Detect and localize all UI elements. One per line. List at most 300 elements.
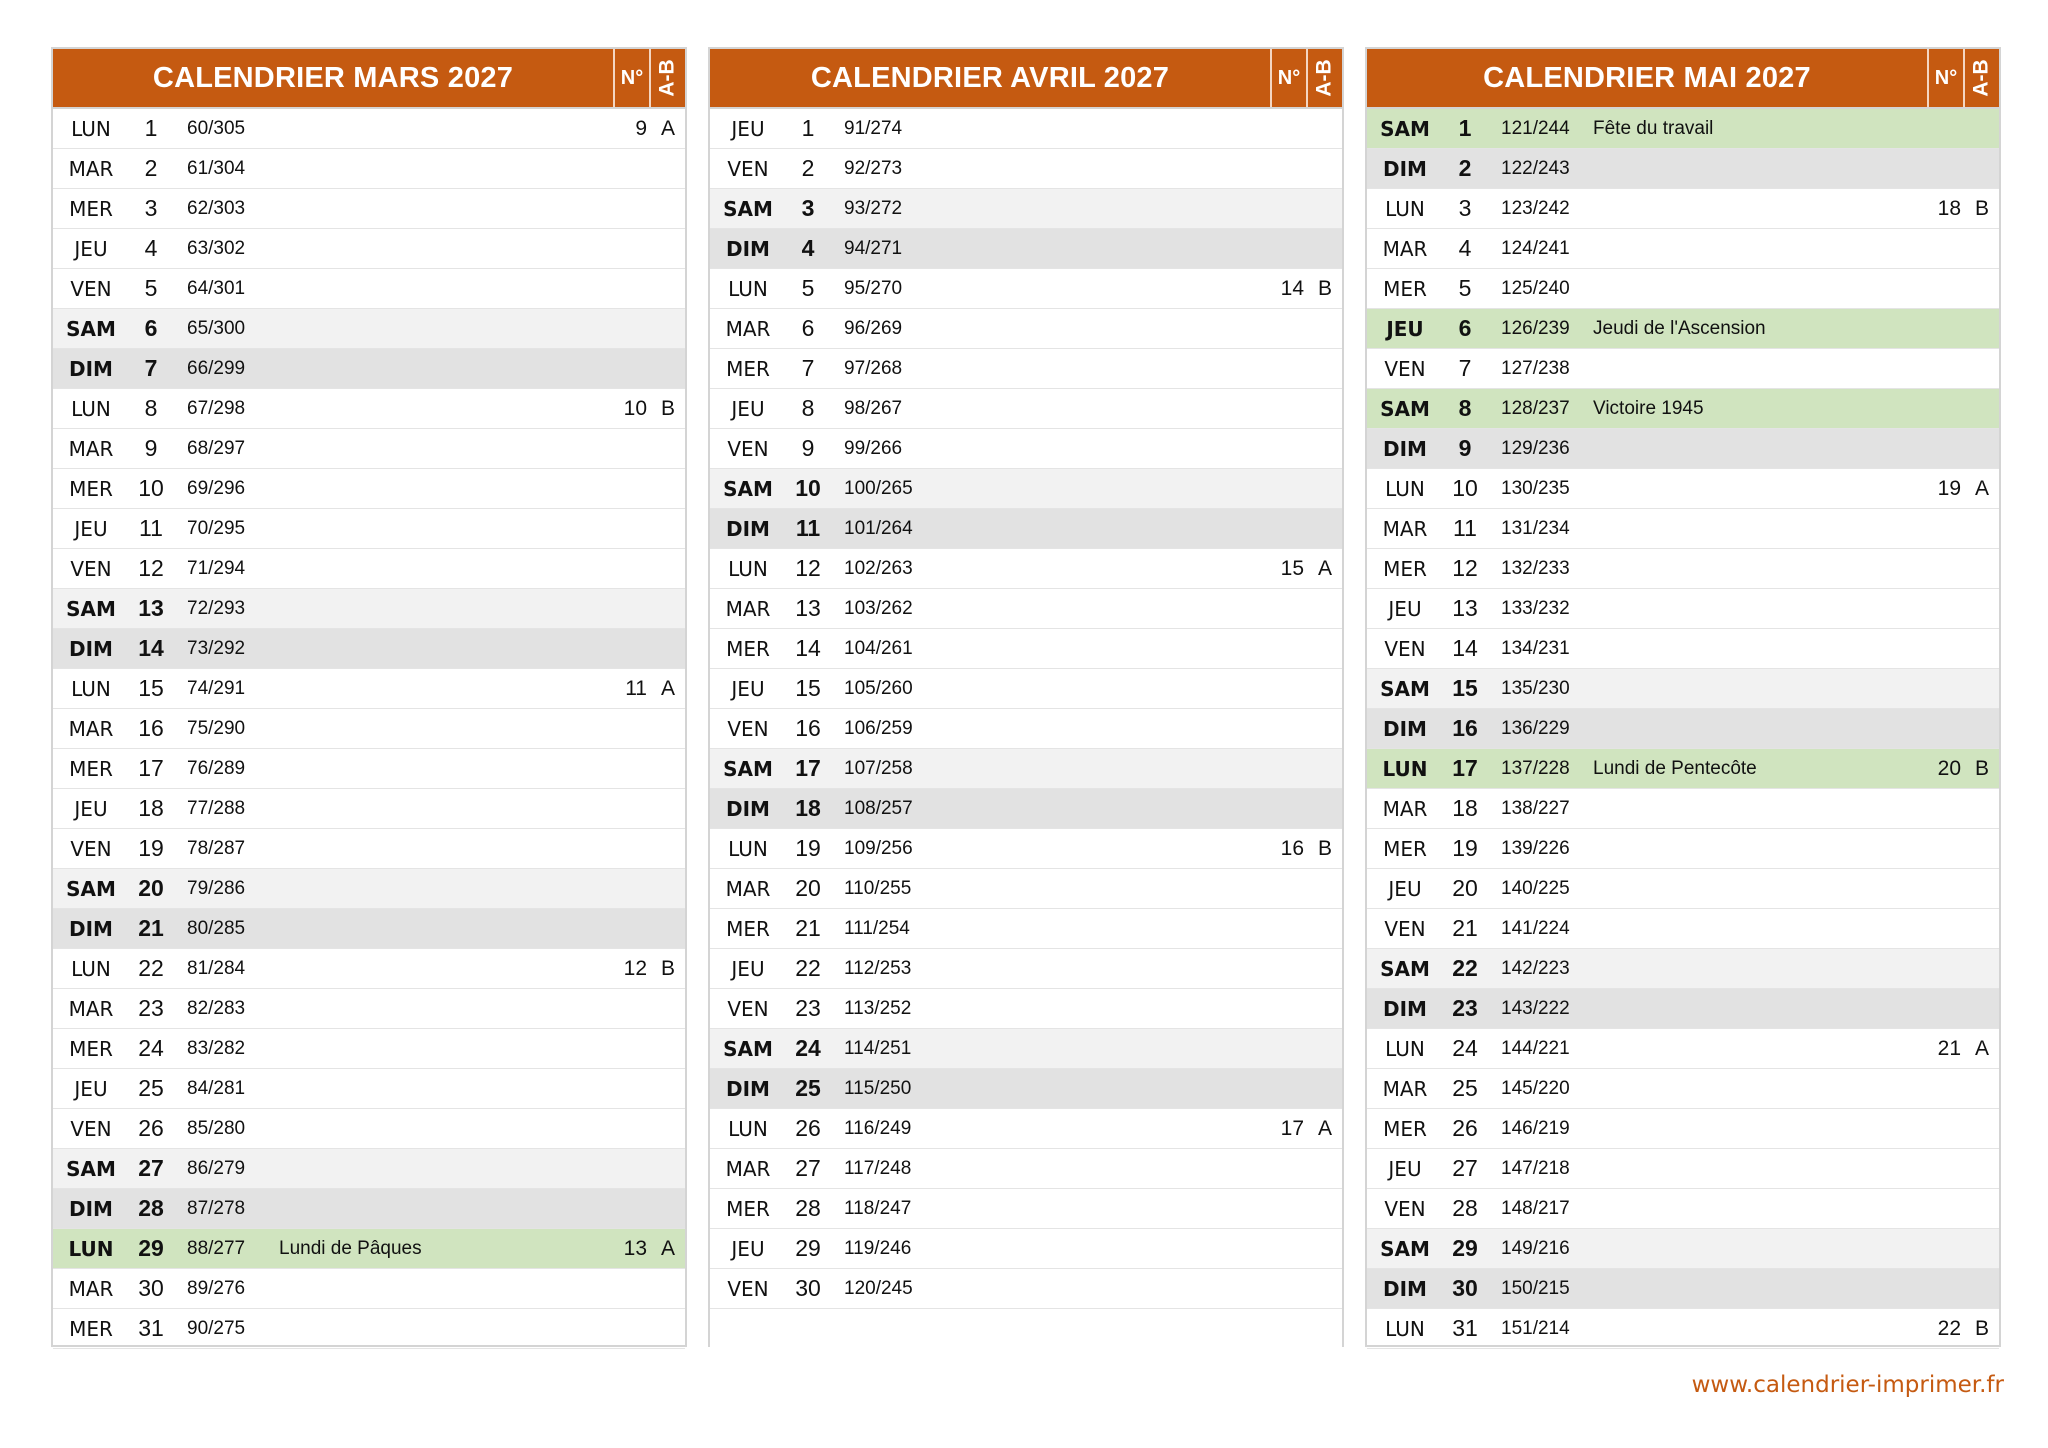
day-row bbox=[1367, 349, 1999, 389]
day-number: 4 bbox=[1458, 235, 1472, 261]
weekday-label: SAM bbox=[66, 876, 116, 901]
week-number: 22 bbox=[1937, 1316, 1961, 1340]
day-row bbox=[53, 1029, 685, 1069]
weekday-label: SAM bbox=[66, 596, 116, 621]
week-ab: B bbox=[660, 956, 675, 980]
day-number: 14 bbox=[795, 635, 821, 661]
holiday-note: Lundi de Pentecôte bbox=[1593, 757, 1757, 779]
day-row bbox=[710, 349, 1342, 389]
day-row bbox=[710, 549, 1342, 589]
day-row bbox=[53, 1189, 685, 1229]
day-row bbox=[53, 709, 685, 749]
day-of-year: 79/286 bbox=[187, 877, 246, 899]
weekday-label: DIM bbox=[1383, 996, 1427, 1021]
weekday-label: LUN bbox=[71, 396, 111, 421]
weekday-label: SAM bbox=[1380, 1236, 1430, 1261]
day-number: 3 bbox=[801, 195, 815, 221]
day-number: 9 bbox=[144, 435, 158, 461]
day-number: 11 bbox=[795, 515, 821, 541]
weekday-label: LUN bbox=[728, 276, 768, 301]
day-of-year: 105/260 bbox=[844, 677, 913, 699]
day-row bbox=[1367, 1109, 1999, 1149]
day-row bbox=[710, 1069, 1342, 1109]
day-row bbox=[1367, 1029, 1999, 1069]
week-number: 15 bbox=[1280, 556, 1304, 580]
day-of-year: 120/245 bbox=[844, 1277, 913, 1299]
day-row bbox=[710, 1149, 1342, 1189]
weekday-label: MER bbox=[726, 1196, 770, 1221]
day-number: 10 bbox=[1452, 475, 1478, 501]
day-number: 9 bbox=[801, 435, 815, 461]
calendar-march bbox=[51, 47, 687, 1347]
day-of-year: 100/265 bbox=[844, 477, 913, 499]
day-row bbox=[710, 1029, 1342, 1069]
day-row bbox=[710, 589, 1342, 629]
website-link[interactable]: www.calendrier-imprimer.fr bbox=[1691, 1372, 2004, 1398]
weekday-label: VEN bbox=[1384, 916, 1426, 941]
week-ab: A bbox=[1317, 1116, 1332, 1140]
day-number: 7 bbox=[1458, 355, 1472, 381]
day-of-year: 151/214 bbox=[1501, 1317, 1570, 1339]
day-row bbox=[53, 469, 685, 509]
day-of-year: 135/230 bbox=[1501, 677, 1570, 699]
day-of-year: 73/292 bbox=[187, 637, 246, 659]
day-number: 29 bbox=[795, 1235, 821, 1261]
calendar-title: CALENDRIER MARS 2027 bbox=[152, 61, 514, 94]
day-row bbox=[53, 1149, 685, 1189]
day-number: 16 bbox=[1452, 715, 1478, 741]
weekday-label: VEN bbox=[70, 1116, 112, 1141]
day-of-year: 62/303 bbox=[187, 197, 246, 219]
day-row bbox=[710, 309, 1342, 349]
weekday-label: VEN bbox=[727, 716, 769, 741]
day-number: 14 bbox=[1452, 635, 1478, 661]
day-number: 19 bbox=[1452, 835, 1478, 861]
weekday-label: JEU bbox=[731, 1236, 765, 1261]
day-of-year: 143/222 bbox=[1501, 997, 1570, 1019]
day-row bbox=[1367, 789, 1999, 829]
weekday-label: VEN bbox=[70, 556, 112, 581]
week-number: 14 bbox=[1280, 276, 1304, 300]
day-of-year: 125/240 bbox=[1501, 277, 1570, 299]
day-of-year: 93/272 bbox=[844, 197, 903, 219]
day-of-year: 137/228 bbox=[1501, 757, 1570, 779]
day-of-year: 127/238 bbox=[1501, 357, 1570, 379]
day-of-year: 64/301 bbox=[187, 277, 246, 299]
weekday-label: MER bbox=[726, 916, 770, 941]
day-of-year: 87/278 bbox=[187, 1197, 246, 1219]
day-of-year: 97/268 bbox=[844, 357, 903, 379]
weekday-label: DIM bbox=[1383, 1276, 1427, 1301]
day-row bbox=[1367, 1069, 1999, 1109]
weekday-label: MER bbox=[1383, 276, 1427, 301]
day-number: 15 bbox=[138, 675, 164, 701]
day-row bbox=[710, 629, 1342, 669]
day-of-year: 117/248 bbox=[844, 1157, 912, 1179]
weekday-label: MER bbox=[726, 356, 770, 381]
day-number: 5 bbox=[144, 275, 158, 301]
weekday-label: MAR bbox=[1382, 516, 1428, 541]
day-of-year: 126/239 bbox=[1501, 317, 1570, 339]
day-of-year: 84/281 bbox=[187, 1077, 246, 1099]
day-number: 16 bbox=[138, 715, 164, 741]
day-of-year: 89/276 bbox=[187, 1277, 246, 1299]
weekday-label: MAR bbox=[68, 156, 114, 181]
day-of-year: 116/249 bbox=[844, 1117, 912, 1139]
day-number: 19 bbox=[795, 835, 821, 861]
day-row bbox=[53, 989, 685, 1029]
weekday-label: LUN bbox=[1385, 1036, 1425, 1061]
day-number: 8 bbox=[801, 395, 815, 421]
day-number: 31 bbox=[138, 1315, 164, 1341]
day-number: 22 bbox=[795, 955, 821, 981]
day-number: 24 bbox=[138, 1035, 164, 1061]
holiday-note: Jeudi de l'Ascension bbox=[1593, 317, 1766, 339]
day-number: 27 bbox=[1452, 1155, 1478, 1181]
day-row bbox=[1367, 749, 1999, 789]
week-number: 12 bbox=[623, 956, 647, 980]
day-of-year: 60/305 bbox=[187, 117, 246, 139]
week-ab: B bbox=[1974, 196, 1989, 220]
day-of-year: 81/284 bbox=[187, 957, 246, 979]
day-of-year: 77/288 bbox=[187, 797, 246, 819]
day-of-year: 90/275 bbox=[187, 1317, 246, 1339]
day-row bbox=[53, 1269, 685, 1309]
weekday-label: LUN bbox=[71, 956, 111, 981]
day-number: 15 bbox=[1452, 675, 1478, 701]
day-of-year: 99/266 bbox=[844, 437, 903, 459]
holiday-note: Lundi de Pâques bbox=[279, 1237, 422, 1259]
weekday-label: VEN bbox=[727, 1276, 769, 1301]
day-row bbox=[53, 309, 685, 349]
day-of-year: 146/219 bbox=[1501, 1117, 1570, 1139]
weekday-label: JEU bbox=[74, 516, 108, 541]
day-number: 13 bbox=[138, 595, 164, 621]
week-ab: A bbox=[660, 116, 675, 140]
day-of-year: 139/226 bbox=[1501, 837, 1570, 859]
weekday-label: SAM bbox=[723, 196, 773, 221]
week-number: 11 bbox=[625, 676, 647, 700]
week-number: 10 bbox=[623, 396, 647, 420]
weekday-label: JEU bbox=[731, 116, 765, 141]
day-of-year: 114/251 bbox=[844, 1037, 912, 1059]
day-row bbox=[53, 429, 685, 469]
weekday-label: VEN bbox=[1384, 636, 1426, 661]
week-ab: B bbox=[1974, 1316, 1989, 1340]
day-of-year: 150/215 bbox=[1501, 1277, 1570, 1299]
day-row bbox=[1367, 669, 1999, 709]
weekday-label: LUN bbox=[68, 1236, 114, 1261]
day-of-year: 110/255 bbox=[844, 877, 912, 899]
day-row bbox=[1367, 829, 1999, 869]
day-number: 28 bbox=[795, 1195, 821, 1221]
weekday-label: MER bbox=[69, 756, 113, 781]
day-row bbox=[1367, 1309, 1999, 1349]
weekday-label: LUN bbox=[71, 676, 111, 701]
week-ab: B bbox=[1317, 836, 1332, 860]
day-number: 22 bbox=[138, 955, 164, 981]
day-number: 7 bbox=[801, 355, 815, 381]
day-number: 23 bbox=[795, 995, 821, 1021]
weekday-label: JEU bbox=[1388, 876, 1422, 901]
weekday-label: SAM bbox=[723, 1036, 773, 1061]
day-row bbox=[53, 549, 685, 589]
day-number: 6 bbox=[801, 315, 815, 341]
weekday-label: SAM bbox=[1380, 396, 1430, 421]
day-row bbox=[53, 949, 685, 989]
day-row bbox=[1367, 989, 1999, 1029]
weekday-label: LUN bbox=[728, 1116, 768, 1141]
weekday-label: VEN bbox=[1384, 1196, 1426, 1221]
day-row bbox=[710, 909, 1342, 949]
day-row bbox=[710, 789, 1342, 829]
day-row bbox=[710, 149, 1342, 189]
day-number: 2 bbox=[1458, 155, 1472, 181]
weekday-label: DIM bbox=[1383, 716, 1427, 741]
weekday-label: DIM bbox=[69, 916, 113, 941]
day-number: 21 bbox=[138, 915, 164, 941]
day-of-year: 138/227 bbox=[1501, 797, 1570, 819]
weekday-label: SAM bbox=[66, 316, 116, 341]
weekday-label: MAR bbox=[725, 316, 771, 341]
weekday-label: JEU bbox=[731, 956, 765, 981]
day-row bbox=[710, 1189, 1342, 1229]
weekday-label: MAR bbox=[725, 876, 771, 901]
day-number: 2 bbox=[801, 155, 815, 181]
weekday-label: VEN bbox=[1384, 356, 1426, 381]
ab-header-label: A-B bbox=[1313, 59, 1337, 97]
weekday-label: MAR bbox=[1382, 236, 1428, 261]
ab-header-label: A-B bbox=[656, 59, 680, 97]
day-of-year: 104/261 bbox=[844, 637, 913, 659]
weekday-label: SAM bbox=[66, 1156, 116, 1181]
weekday-label: JEU bbox=[1386, 316, 1424, 341]
day-number: 24 bbox=[795, 1035, 821, 1061]
weekday-label: SAM bbox=[723, 756, 773, 781]
day-number: 3 bbox=[1458, 195, 1472, 221]
day-of-year: 132/233 bbox=[1501, 557, 1570, 579]
day-of-year: 130/235 bbox=[1501, 477, 1570, 499]
weekday-label: JEU bbox=[74, 236, 108, 261]
day-of-year: 71/294 bbox=[187, 557, 246, 579]
day-number: 27 bbox=[795, 1155, 821, 1181]
day-number: 17 bbox=[138, 755, 164, 781]
week-number: 19 bbox=[1937, 476, 1961, 500]
week-ab: B bbox=[660, 396, 675, 420]
day-number: 25 bbox=[1452, 1075, 1478, 1101]
day-row bbox=[710, 229, 1342, 269]
day-number: 30 bbox=[1452, 1275, 1478, 1301]
day-row bbox=[710, 669, 1342, 709]
day-row bbox=[53, 389, 685, 429]
day-of-year: 147/218 bbox=[1501, 1157, 1570, 1179]
day-row bbox=[1367, 429, 1999, 469]
day-number: 26 bbox=[795, 1115, 821, 1141]
week-number: 13 bbox=[623, 1236, 647, 1260]
weekday-label: LUN bbox=[1385, 196, 1425, 221]
day-number: 21 bbox=[795, 915, 821, 941]
day-number: 31 bbox=[1452, 1315, 1478, 1341]
empty-row bbox=[710, 1309, 1342, 1349]
day-of-year: 123/242 bbox=[1501, 197, 1570, 219]
day-row bbox=[1367, 909, 1999, 949]
day-row bbox=[710, 949, 1342, 989]
day-row bbox=[53, 749, 685, 789]
weekday-label: LUN bbox=[1385, 1316, 1425, 1341]
day-number: 11 bbox=[1453, 515, 1477, 541]
day-row bbox=[1367, 589, 1999, 629]
week-number-header: N° bbox=[1927, 49, 1963, 107]
day-of-year: 75/290 bbox=[187, 717, 246, 739]
day-of-year: 140/225 bbox=[1501, 877, 1570, 899]
week-number: 21 bbox=[1937, 1036, 1961, 1060]
day-number: 20 bbox=[795, 875, 821, 901]
day-number: 10 bbox=[138, 475, 164, 501]
day-number: 9 bbox=[1458, 435, 1472, 461]
weekday-label: MER bbox=[69, 1036, 113, 1061]
day-number: 6 bbox=[144, 315, 158, 341]
day-row bbox=[53, 829, 685, 869]
weekday-label: LUN bbox=[1385, 476, 1425, 501]
ab-header bbox=[1963, 49, 1999, 107]
weekday-label: MAR bbox=[68, 436, 114, 461]
day-row bbox=[710, 749, 1342, 789]
day-number: 18 bbox=[1452, 795, 1478, 821]
day-number: 27 bbox=[138, 1155, 164, 1181]
day-number: 13 bbox=[1452, 595, 1478, 621]
weekday-label: LUN bbox=[71, 116, 111, 141]
week-ab: B bbox=[1974, 756, 1989, 780]
day-of-year: 101/264 bbox=[844, 517, 913, 539]
day-list bbox=[710, 109, 1342, 1349]
day-of-year: 70/295 bbox=[187, 517, 246, 539]
day-row bbox=[710, 1109, 1342, 1149]
weekday-label: MER bbox=[1383, 836, 1427, 861]
weekday-label: MER bbox=[1383, 556, 1427, 581]
day-of-year: 111/254 bbox=[844, 917, 910, 939]
calendar-header bbox=[1367, 49, 1999, 109]
day-row bbox=[53, 869, 685, 909]
weekday-label: MAR bbox=[68, 996, 114, 1021]
day-number: 1 bbox=[1458, 115, 1472, 141]
day-row bbox=[710, 509, 1342, 549]
day-number: 21 bbox=[1452, 915, 1478, 941]
day-number: 12 bbox=[795, 555, 821, 581]
day-of-year: 129/236 bbox=[1501, 437, 1570, 459]
week-number: 20 bbox=[1937, 756, 1961, 780]
day-row bbox=[1367, 869, 1999, 909]
day-row bbox=[1367, 549, 1999, 589]
calendar-may bbox=[1365, 47, 2001, 1347]
day-number: 7 bbox=[144, 355, 158, 381]
day-number: 23 bbox=[138, 995, 164, 1021]
weekday-label: JEU bbox=[731, 676, 765, 701]
day-number: 12 bbox=[138, 555, 164, 581]
day-row bbox=[710, 869, 1342, 909]
day-of-year: 131/234 bbox=[1501, 517, 1570, 539]
weekday-label: MER bbox=[69, 476, 113, 501]
day-number: 4 bbox=[144, 235, 158, 261]
day-of-year: 148/217 bbox=[1501, 1197, 1570, 1219]
holiday-note: Victoire 1945 bbox=[1593, 397, 1704, 419]
weekday-label: JEU bbox=[74, 796, 108, 821]
weekday-label: MAR bbox=[1382, 796, 1428, 821]
weekday-label: MAR bbox=[68, 1276, 114, 1301]
day-number: 18 bbox=[138, 795, 164, 821]
weekday-label: SAM bbox=[1380, 116, 1430, 141]
day-row bbox=[710, 1229, 1342, 1269]
ab-header-label: A-B bbox=[1970, 59, 1994, 97]
week-number: 16 bbox=[1280, 836, 1304, 860]
week-ab: A bbox=[1974, 476, 1989, 500]
weekday-label: SAM bbox=[1380, 956, 1430, 981]
day-number: 5 bbox=[801, 275, 815, 301]
day-row bbox=[710, 429, 1342, 469]
day-of-year: 102/263 bbox=[844, 557, 913, 579]
day-row bbox=[1367, 1229, 1999, 1269]
week-number: 17 bbox=[1280, 1116, 1304, 1140]
day-of-year: 119/246 bbox=[844, 1237, 912, 1259]
day-of-year: 142/223 bbox=[1501, 957, 1570, 979]
day-row bbox=[53, 629, 685, 669]
day-number: 14 bbox=[138, 635, 164, 661]
day-of-year: 98/267 bbox=[844, 397, 903, 419]
day-row bbox=[53, 909, 685, 949]
day-of-year: 95/270 bbox=[844, 277, 903, 299]
day-number: 30 bbox=[795, 1275, 821, 1301]
day-number: 5 bbox=[1458, 275, 1472, 301]
weekday-label: LUN bbox=[728, 556, 768, 581]
day-of-year: 144/221 bbox=[1501, 1037, 1570, 1059]
day-row bbox=[1367, 309, 1999, 349]
weekday-label: LUN bbox=[1382, 756, 1428, 781]
day-row bbox=[1367, 1189, 1999, 1229]
day-number: 13 bbox=[795, 595, 821, 621]
day-number: 8 bbox=[144, 395, 158, 421]
day-row bbox=[1367, 149, 1999, 189]
weekday-label: VEN bbox=[727, 156, 769, 181]
day-number: 22 bbox=[1452, 955, 1478, 981]
day-number: 24 bbox=[1452, 1035, 1478, 1061]
weekday-label: VEN bbox=[70, 276, 112, 301]
day-row bbox=[1367, 389, 1999, 429]
week-ab: A bbox=[1317, 556, 1332, 580]
weekday-label: MER bbox=[726, 636, 770, 661]
day-number: 20 bbox=[138, 875, 164, 901]
day-number: 17 bbox=[1452, 755, 1478, 781]
holiday-note: Fête du travail bbox=[1593, 117, 1714, 139]
day-row bbox=[53, 189, 685, 229]
day-of-year: 134/231 bbox=[1501, 637, 1570, 659]
day-of-year: 94/271 bbox=[844, 237, 903, 259]
day-number: 8 bbox=[1458, 395, 1472, 421]
weekday-label: JEU bbox=[731, 396, 765, 421]
weekday-label: DIM bbox=[726, 796, 770, 821]
weekday-label: VEN bbox=[727, 436, 769, 461]
ab-header bbox=[1306, 49, 1342, 107]
day-of-year: 107/258 bbox=[844, 757, 913, 779]
day-row bbox=[53, 669, 685, 709]
day-number: 28 bbox=[1452, 1195, 1478, 1221]
day-of-year: 86/279 bbox=[187, 1157, 246, 1179]
day-number: 12 bbox=[1452, 555, 1478, 581]
day-row bbox=[53, 789, 685, 829]
day-of-year: 74/291 bbox=[187, 677, 246, 699]
day-row bbox=[1367, 469, 1999, 509]
weekday-label: DIM bbox=[726, 236, 770, 261]
day-number: 29 bbox=[138, 1235, 164, 1261]
weekday-label: MER bbox=[69, 196, 113, 221]
